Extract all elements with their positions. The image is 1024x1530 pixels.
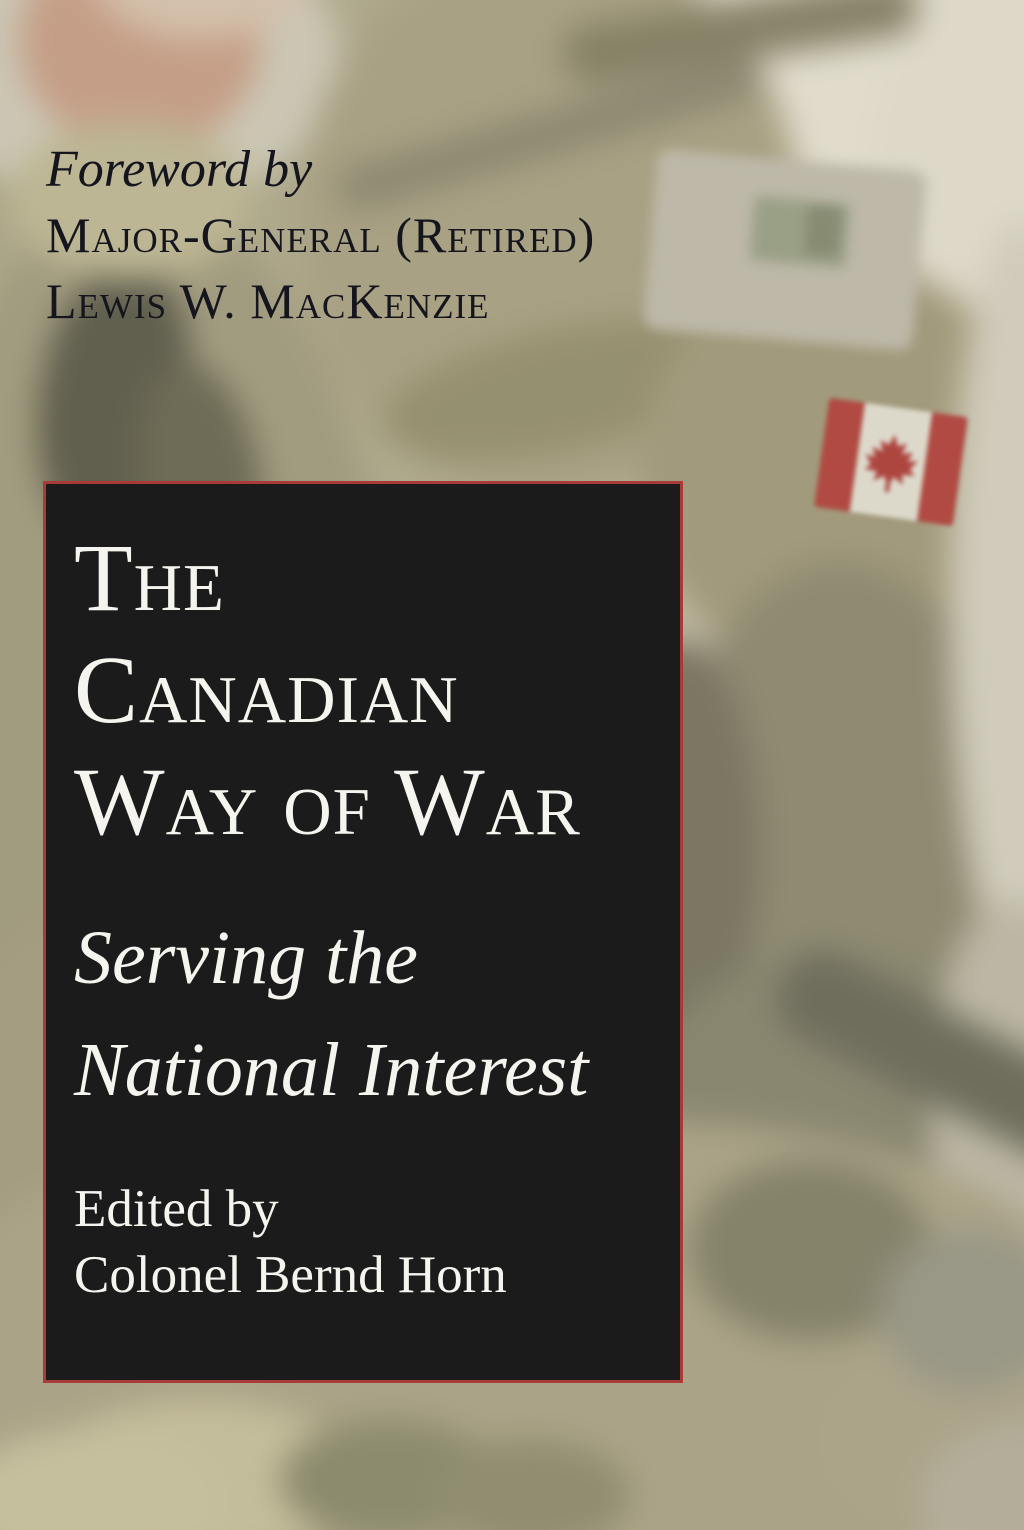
title-line: Canadian (74, 636, 459, 743)
maple-leaf-icon (857, 422, 924, 501)
editor-name: Colonel Bernd Horn (74, 1246, 507, 1304)
foreword-by-label: Foreword by (46, 141, 313, 198)
subtitle-line: Serving the (74, 916, 419, 1000)
edited-by-label: Edited by (74, 1180, 279, 1238)
foreword-credit (46, 138, 595, 334)
foreword-author-name: Lewis W. MacKenzie (46, 273, 490, 329)
book-title (74, 522, 664, 858)
title-line: Way of War (74, 748, 581, 855)
book-subtitle (74, 902, 664, 1126)
editor-credit (74, 1176, 664, 1308)
title-panel (43, 481, 683, 1383)
title-line: The (74, 524, 225, 631)
subtitle-line: National Interest (74, 1028, 589, 1112)
canada-flag-patch-icon (814, 398, 968, 526)
foreword-author-rank: Major-General (Retired) (46, 207, 596, 263)
